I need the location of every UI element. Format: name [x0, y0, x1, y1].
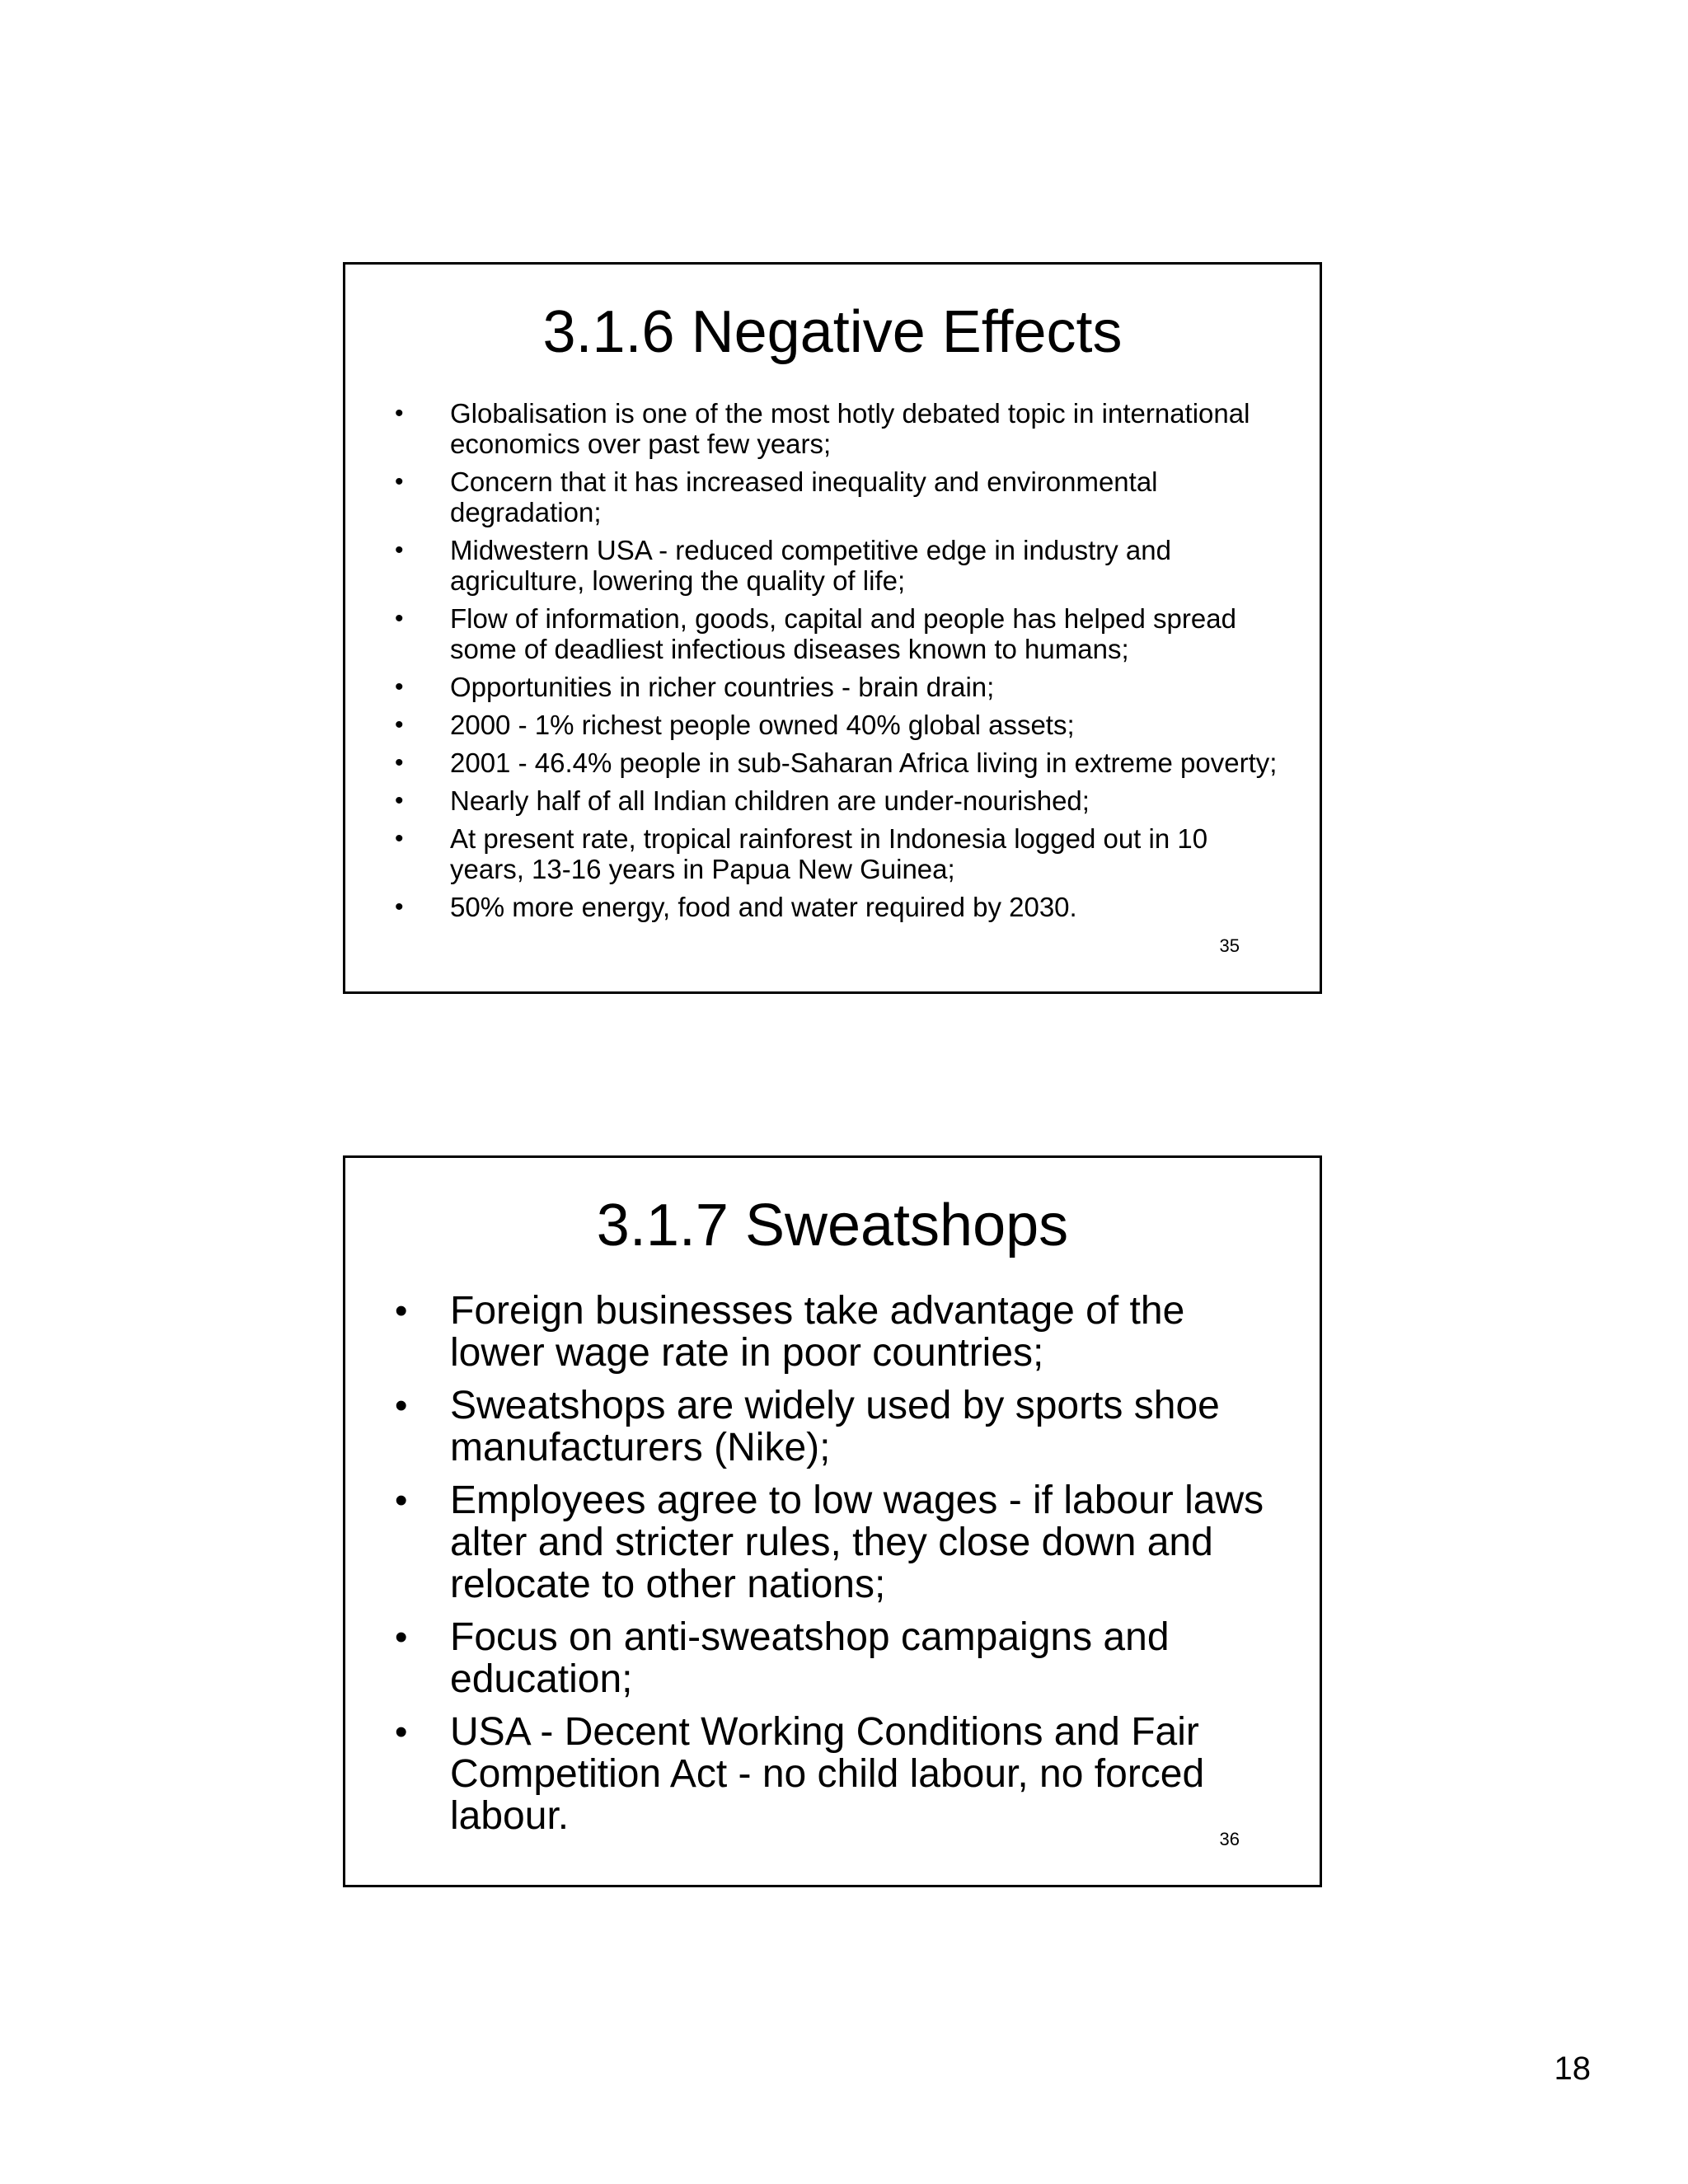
list-item [345, 603, 1320, 664]
bullet-icon: • [395, 400, 404, 427]
list-item [345, 535, 1320, 596]
bullet-text: At present rate, tropical rainforest in Indonesia logged out in 10 years, 13-16 years in Papua New Guinea; [450, 823, 1208, 884]
bullet-text: Employees agree to low wages - if labour laws alter and stricter rules, they close down and relocate to other nations; [450, 1479, 1264, 1606]
bullet-icon: • [395, 1480, 408, 1521]
bullet-icon: • [395, 673, 404, 701]
slide-number: 35 [1219, 935, 1240, 956]
list-item [345, 1385, 1320, 1469]
bullet-icon: • [395, 749, 404, 776]
bullet-text: Midwestern USA - reduced competitive edge in industry and agriculture, lowering the quality of life; [450, 535, 1171, 596]
bullet-text: Concern that it has increased inequality and environmental degradation; [450, 466, 1158, 527]
bullet-text: 50% more energy, food and water required by 2030. [450, 892, 1077, 922]
bullet-icon: • [395, 605, 404, 632]
list-item [345, 672, 1320, 702]
bullet-text: 2000 - 1% richest people owned 40% global assets; [450, 710, 1075, 740]
slide-title: 3.1.7 Sweatshops [596, 1193, 1069, 1258]
slide-negative-effects [343, 262, 1322, 994]
bullet-icon: • [395, 711, 404, 738]
bullet-icon: • [395, 1617, 408, 1657]
bullet-icon: • [395, 1385, 408, 1426]
bullet-icon: • [395, 468, 404, 495]
list-item [345, 748, 1320, 778]
bullet-list [345, 398, 1320, 930]
list-item [345, 710, 1320, 740]
bullet-text: Globalisation is one of the most hotly debated topic in international economics over past few years; [450, 398, 1250, 459]
list-item [345, 785, 1320, 816]
list-item [345, 1616, 1320, 1700]
bullet-text: 2001 - 46.4% people in sub-Saharan Africa living in extreme poverty; [450, 748, 1278, 778]
bullet-icon: • [395, 893, 404, 921]
slide-title: 3.1.6 Negative Effects [542, 299, 1123, 365]
bullet-icon: • [395, 1712, 408, 1752]
bullet-text: Sweatshops are widely used by sports shoe manufacturers (Nike); [450, 1384, 1220, 1469]
list-item [345, 1479, 1320, 1605]
bullet-list [345, 1290, 1320, 1848]
bullet-icon: • [395, 537, 404, 564]
list-item [345, 892, 1320, 922]
list-item [345, 398, 1320, 459]
bullet-text: Opportunities in richer countries - brain drain; [450, 672, 995, 702]
list-item [345, 1290, 1320, 1374]
bullet-text: USA - Decent Working Conditions and Fair Competition Act - no child labour, no forced labour. [450, 1710, 1205, 1838]
bullet-icon: • [395, 825, 404, 852]
bullet-text: Flow of information, goods, capital and people has helped spread some of deadliest infectious diseases known to humans; [450, 603, 1236, 664]
bullet-text: Nearly half of all Indian children are under-nourished; [450, 785, 1090, 816]
bullet-icon: • [395, 787, 404, 814]
slide-sweatshops [343, 1155, 1322, 1887]
list-item [345, 823, 1320, 884]
list-item [345, 466, 1320, 527]
bullet-text: Focus on anti-sweatshop campaigns and education; [450, 1615, 1170, 1701]
page-number: 18 [1554, 2050, 1591, 2087]
bullet-icon: • [395, 1291, 408, 1331]
bullet-text: Foreign businesses take advantage of the lower wage rate in poor countries; [450, 1289, 1185, 1375]
slide-number: 36 [1219, 1829, 1240, 1849]
list-item [345, 1711, 1320, 1837]
